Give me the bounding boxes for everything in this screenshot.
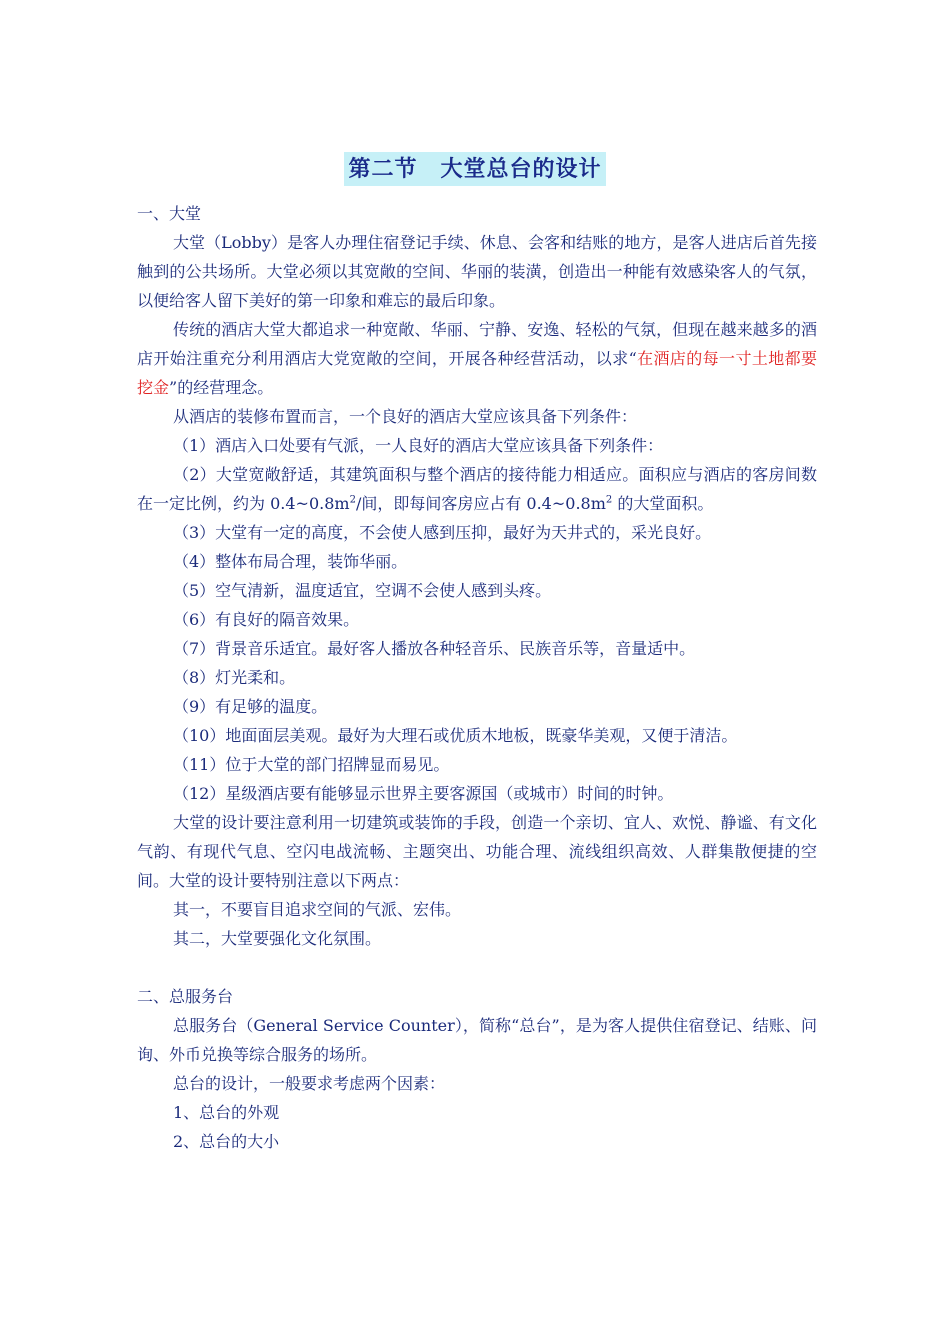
- list-item-text: /间，即每间客房应占有 0.4~0.8m: [355, 494, 606, 513]
- highlighted-phrase: 在酒店的每一寸土地都要挖金: [137, 349, 817, 397]
- paragraph: [137, 315, 817, 402]
- list-item: 2、总台的大小: [173, 1132, 280, 1151]
- list-item: （6）有良好的隔音效果。: [173, 610, 360, 629]
- list-item: （8）灯光柔和。: [173, 668, 296, 687]
- paragraph: 其一，不要盲目追求空间的气派、宏伟。: [173, 900, 462, 919]
- list-item: （12）星级酒店要有能够显示世界主要客源国（或城市）时间的时钟。: [173, 784, 674, 803]
- paragraph: 从酒店的装修布置而言，一个良好的酒店大堂应该具备下列条件：: [173, 407, 638, 426]
- list-item: （9）有足够的温度。: [173, 697, 328, 716]
- list-item: （3）大堂有一定的高度，不会使人感到压抑，最好为天井式的，采光良好。: [173, 523, 712, 542]
- list-item: （4）整体布局合理，装饰华丽。: [173, 552, 408, 571]
- paragraph: 其二，大堂要强化文化氛围。: [173, 929, 382, 948]
- list-item: 1、总台的外观: [173, 1103, 280, 1122]
- document-body: [137, 199, 817, 1156]
- title-wrapper: [0, 152, 950, 186]
- section-heading-lobby: 一、大堂: [137, 204, 202, 223]
- quote-open: “: [628, 349, 637, 368]
- page-title: 第二节 大堂总台的设计: [344, 152, 605, 186]
- paragraph: 总台的设计，一般要求考虑两个因素：: [173, 1074, 446, 1093]
- list-item: [137, 460, 817, 518]
- spacer: [137, 953, 817, 982]
- paragraph-text: 传统的酒店大堂大都追求一种宽敞、华丽、宁静、安逸、轻松的气氛，但现在越来越多的酒店开始注重充分利用酒店大党宽敞的空间，开展各种经营活动，以求: [137, 320, 817, 368]
- superscript: 2: [349, 494, 356, 506]
- list-item: （1）酒店入口处要有气派，一人良好的酒店大堂应该具备下列条件：: [173, 436, 664, 455]
- superscript: 2: [605, 494, 613, 506]
- list-item: （11）位于大堂的部门招牌显而易见。: [173, 755, 450, 774]
- paragraph: 大堂（Lobby）是客人办理住宿登记手续、休息、会客和结账的地方，是客人进店后首先接触到的公共场所。大堂必须以其宽敞的空间、华丽的装潢，创造出一种能有效感染客人的气氛，以便给客人留下美好的第一印象和难忘的最后印象。: [137, 233, 817, 310]
- paragraph: 总服务台（General Service Counter），简称“总台”，是为客人提供住宿登记、结账、问询、外币兑换等综合服务的场所。: [137, 1016, 817, 1064]
- section-heading-front-desk: 二、总服务台: [137, 987, 234, 1006]
- list-item: （10）地面面层美观。最好为大理石或优质木地板，既豪华美观，又便于清洁。: [173, 726, 738, 745]
- paragraph: 大堂的设计要注意利用一切建筑或装饰的手段，创造一个亲切、宜人、欢悦、静谧、有文化气韵、有现代气息、空闪电战流畅、主题突出、功能合理、流线组织高效、人群集散便捷的空间。大堂的设计要特别注意以下两点：: [137, 813, 817, 890]
- list-item-text: （2）大堂宽敞舒适，其建筑面积与整个酒店的接待能力相适应。面积应与酒店的客房间数在一定比例，约为 0.4~0.8m: [137, 465, 817, 513]
- paragraph-tail: ”的经营理念。: [169, 378, 274, 397]
- list-item: （5）空气清新，温度适宜，空调不会使人感到头疼。: [173, 581, 552, 600]
- list-item-text: 的大堂面积。: [612, 494, 714, 513]
- list-item: （7）背景音乐适宜。最好客人播放各种轻音乐、民族音乐等，音量适中。: [173, 639, 696, 658]
